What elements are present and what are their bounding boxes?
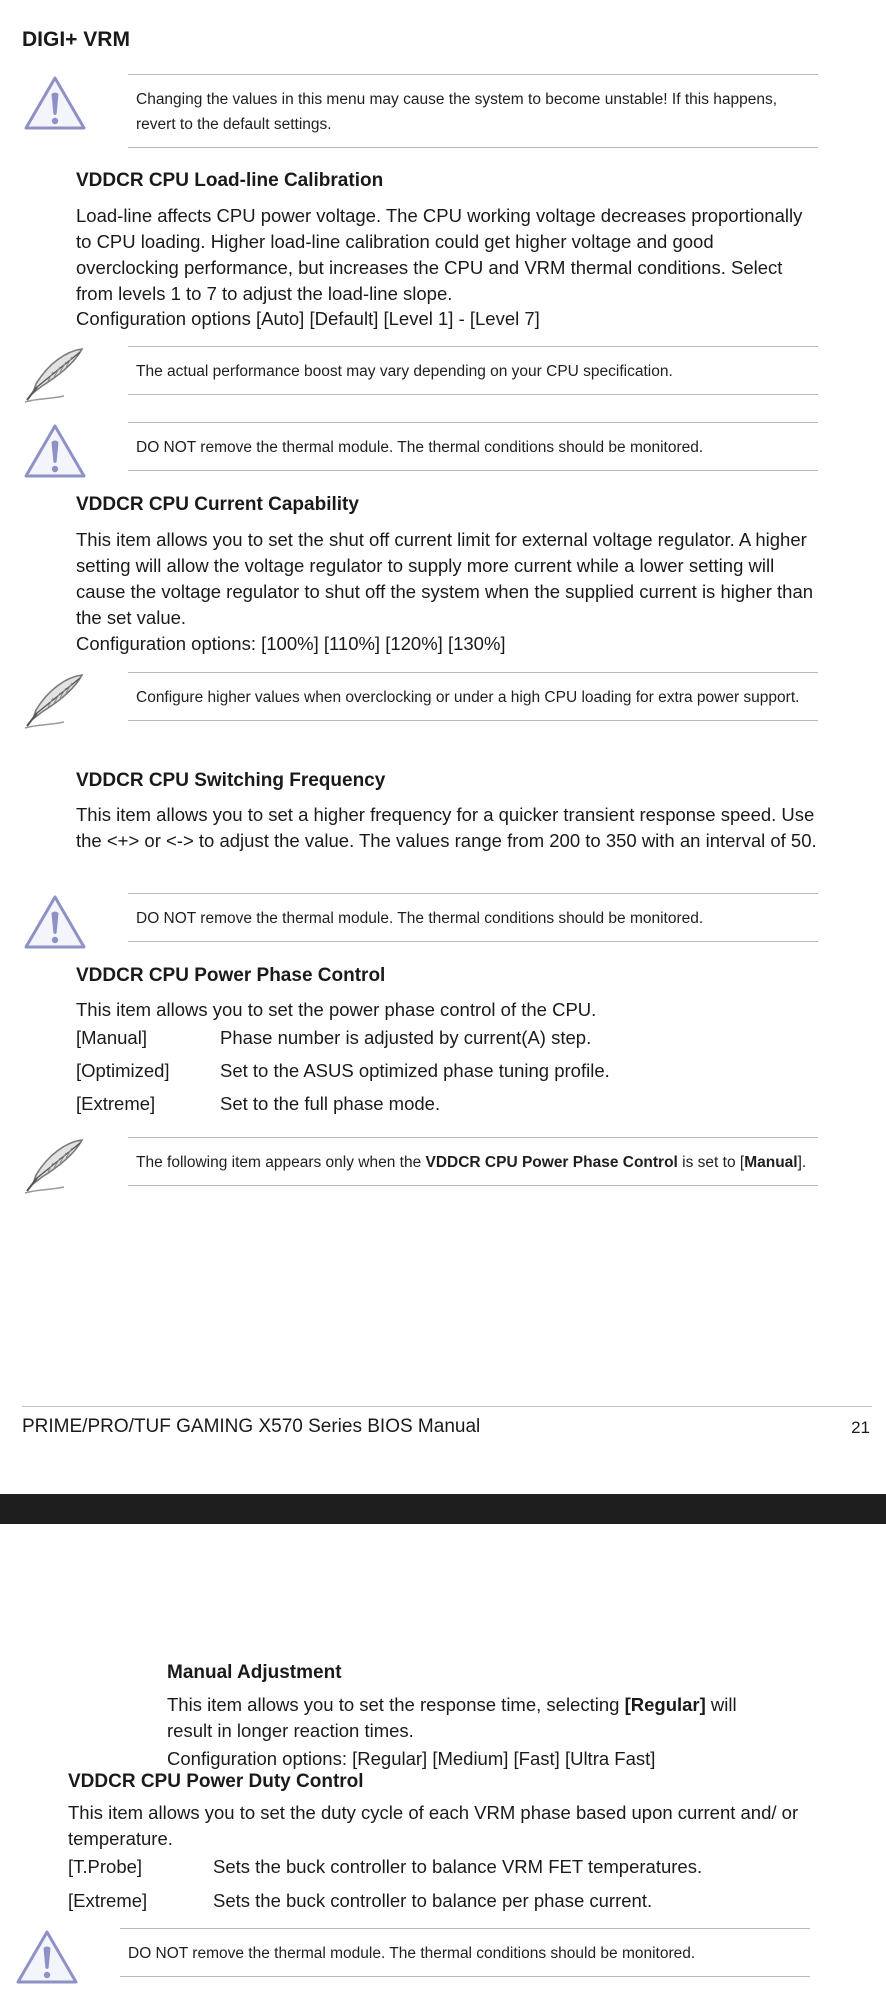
item-title-load-line: VDDCR CPU Load-line Calibration	[76, 170, 384, 191]
footer-rule	[22, 1406, 872, 1407]
item-title-switching-frequency: VDDCR CPU Switching Frequency	[76, 770, 386, 791]
note-text	[128, 1137, 818, 1186]
feather-quill-note-icon	[22, 346, 88, 404]
item-desc-manual-adjustment	[167, 1692, 767, 1744]
option-desc: Phase number is adjusted by current(A) step.	[220, 1027, 592, 1048]
note-text: Configure higher values when overclocking or under a high CPU loading for extra power support.	[128, 672, 818, 721]
desc-bold-value: [Regular]	[624, 1694, 706, 1715]
item-desc-power-duty-control: This item allows you to set the duty cycle of each VRM phase based upon current and/ or temperature.	[68, 1802, 799, 1849]
note-text-part: The following item appears only when the	[136, 1154, 426, 1171]
page-number: 21	[851, 1418, 870, 1437]
note-text-part: is set to [	[677, 1154, 745, 1171]
section-heading: DIGI+ VRM	[22, 28, 130, 51]
item-title-manual-adjustment: Manual Adjustment	[167, 1662, 342, 1683]
note-bold-value: Manual	[744, 1154, 798, 1171]
feather-quill-note-icon	[22, 672, 88, 730]
warning-text: DO NOT remove the thermal module. The thermal conditions should be monitored.	[128, 893, 818, 942]
warning-text: Changing the values in this menu may cause the system to become unstable! If this happens, revert to the default settings.	[128, 74, 818, 148]
option-desc: Sets the buck controller to balance VRM FET temperatures.	[213, 1856, 703, 1877]
option-key: [Extreme]	[68, 1890, 148, 1911]
option-row	[68, 1888, 848, 1914]
item-desc-current-capability: This item allows you to set the shut off current limit for external voltage regulator. A higher setting will allow the voltage regulator to supply more current while a lower setting will cause the voltage regulator to shut off the system when the supplied current is higher than the set value.	[76, 529, 814, 628]
config-options-load-line: Configuration options [Auto] [Default] [Level 1] - [Level 7]	[76, 308, 540, 329]
option-row	[76, 1025, 836, 1051]
option-row	[76, 1058, 836, 1084]
page-separator	[0, 1494, 886, 1524]
item-desc-power-phase-control: This item allows you to set the power phase control of the CPU.	[76, 999, 597, 1020]
note-text: The actual performance boost may vary depending on your CPU specification.	[128, 346, 818, 395]
footer-manual-title: PRIME/PRO/TUF GAMING X570 Series BIOS Manual	[22, 1416, 481, 1437]
option-key: [T.Probe]	[68, 1856, 143, 1877]
feather-quill-note-icon	[22, 1137, 88, 1195]
item-title-current-capability: VDDCR CPU Current Capability	[76, 494, 359, 515]
item-desc-load-line: Load-line affects CPU power voltage. The CPU working voltage decreases proportionally to CPU loading. Higher load-line calibration could get higher voltage and good overclocking performance, but increases the CPU and VRM thermal conditions. Select from levels 1 to 7 to adjust the load-line slope.	[76, 205, 803, 304]
config-options-manual-adjustment: Configuration options: [Regular] [Medium] [Fast] [Ultra Fast]	[167, 1748, 656, 1769]
warning-triangle-icon	[22, 422, 88, 480]
option-desc: Set to the full phase mode.	[220, 1093, 441, 1114]
option-key: [Manual]	[76, 1027, 147, 1048]
warning-triangle-icon	[14, 1928, 80, 1986]
option-key: [Extreme]	[76, 1093, 156, 1114]
option-row	[76, 1091, 836, 1117]
desc-text-part: will result in longer reaction times.	[167, 1694, 737, 1741]
option-desc: Set to the ASUS optimized phase tuning profile.	[220, 1060, 610, 1081]
desc-text-part: This item allows you to set the response time, selecting	[167, 1694, 625, 1715]
warning-text: DO NOT remove the thermal module. The thermal conditions should be monitored.	[120, 1928, 810, 1977]
option-row	[68, 1854, 848, 1880]
warning-triangle-icon	[22, 893, 88, 951]
item-title-power-duty-control: VDDCR CPU Power Duty Control	[68, 1771, 364, 1792]
option-desc: Sets the buck controller to balance per phase current.	[213, 1890, 653, 1911]
manual-page-22	[0, 1524, 886, 1993]
config-options-current-capability: Configuration options: [100%] [110%] [120%] [130%]	[76, 633, 506, 654]
note-text-part: ].	[797, 1154, 807, 1171]
option-key: [Optimized]	[76, 1060, 170, 1081]
item-title-power-phase-control: VDDCR CPU Power Phase Control	[76, 965, 386, 986]
warning-triangle-icon	[22, 74, 88, 132]
warning-text: DO NOT remove the thermal module. The thermal conditions should be monitored.	[128, 422, 818, 471]
note-bold-item-name: VDDCR CPU Power Phase Control	[425, 1154, 678, 1171]
item-desc-switching-frequency: This item allows you to set a higher frequency for a quicker transient response speed. Use the <+> or <-> to adjust the value. The values range from 200 to 350 with an interval of 50.	[76, 804, 817, 851]
